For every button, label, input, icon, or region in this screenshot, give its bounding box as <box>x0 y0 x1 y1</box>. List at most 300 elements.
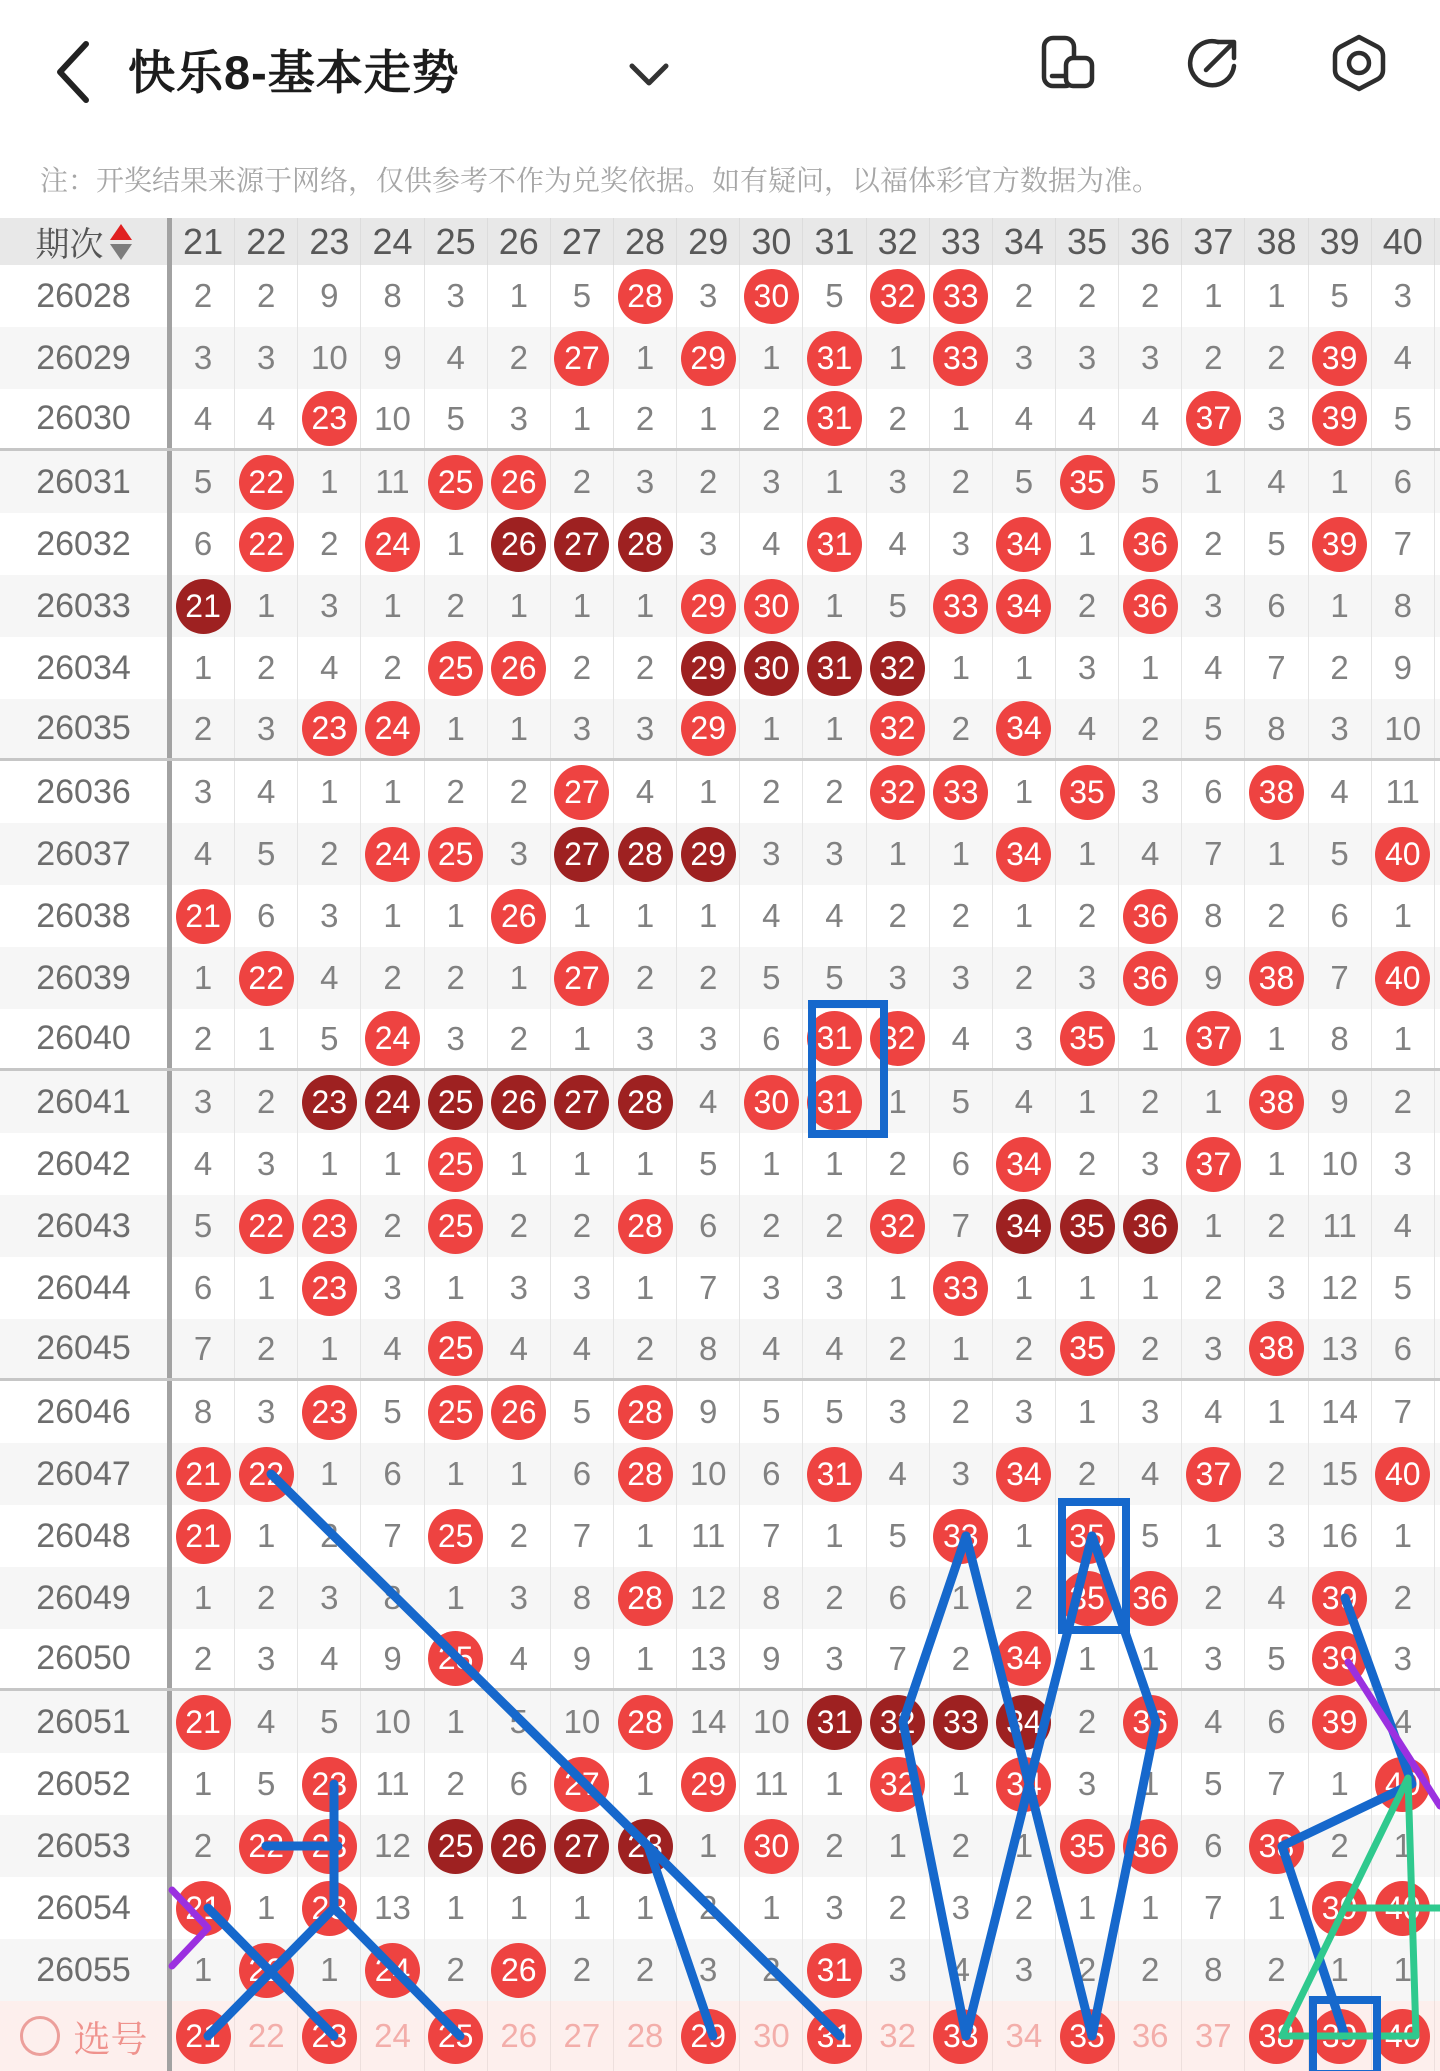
column-header-38[interactable]: 38 <box>1245 218 1308 265</box>
select-number-29[interactable] <box>677 2001 740 2071</box>
cell <box>1372 1071 1435 1133</box>
cell <box>1182 699 1245 758</box>
column-header-32[interactable]: 32 <box>867 218 930 265</box>
cell <box>867 1815 930 1877</box>
cell <box>425 1815 488 1877</box>
number-ball: 33 <box>933 1695 988 1750</box>
miss-count: 3 <box>1077 649 1097 686</box>
miss-count: 2 <box>951 1639 970 1677</box>
miss-count: 7 <box>572 1517 592 1554</box>
column-header-24[interactable]: 24 <box>361 218 424 265</box>
selected-ball[interactable]: 40 <box>1375 2009 1430 2064</box>
number-ball: 21 <box>176 1881 231 1936</box>
cell <box>867 451 930 513</box>
miss-count: 1 <box>699 897 718 934</box>
column-header-23[interactable]: 23 <box>298 218 361 265</box>
select-radio-icon[interactable] <box>20 2016 60 2056</box>
cell <box>1245 1071 1308 1133</box>
cell <box>1309 1815 1372 1877</box>
cell <box>488 575 551 637</box>
miss-count: 4 <box>762 897 781 934</box>
cell <box>993 1505 1056 1567</box>
selected-ball[interactable]: 23 <box>302 2009 357 2064</box>
number-ball: 36 <box>1123 1819 1178 1874</box>
number-ball: 37 <box>1186 1137 1241 1192</box>
number-ball: 22 <box>239 455 294 510</box>
disclaimer-text: 注：开奖结果来源于网络，仅供参考不作为兑奖依据。如有疑问，以福体彩官方数据为准。 <box>40 165 1161 196</box>
column-header-35[interactable]: 35 <box>1056 218 1119 265</box>
miss-count: 3 <box>1014 1019 1034 1057</box>
select-number-31[interactable] <box>803 2001 866 2071</box>
cell <box>1245 1257 1308 1319</box>
miss-count: 1 <box>1393 1517 1412 1554</box>
miss-count: 3 <box>888 1951 907 1988</box>
cell <box>993 885 1056 947</box>
cell <box>361 1753 424 1815</box>
cell <box>1372 1195 1435 1257</box>
miss-count: 1 <box>1141 649 1160 686</box>
cell <box>361 637 424 699</box>
cell <box>1182 389 1245 448</box>
miss-count: 8 <box>1393 587 1412 624</box>
cell <box>172 451 235 513</box>
selected-ball[interactable]: 31 <box>807 2009 862 2064</box>
miss-count: 1 <box>572 399 592 437</box>
number-ball: 34 <box>996 517 1051 572</box>
miss-count: 3 <box>320 897 339 934</box>
page-title[interactable]: 快乐8-基本走势 <box>128 46 460 99</box>
miss-count: 2 <box>888 399 907 437</box>
cell <box>488 1443 551 1505</box>
select-number-36[interactable]: 36 <box>1119 2001 1182 2071</box>
column-header-29[interactable]: 29 <box>677 218 740 265</box>
column-header-26[interactable]: 26 <box>488 218 551 265</box>
number-ball: 28 <box>618 827 673 882</box>
miss-count: 1 <box>509 277 528 314</box>
cell <box>298 1071 361 1133</box>
miss-count: 3 <box>699 277 718 314</box>
miss-count: 9 <box>1330 1083 1349 1120</box>
column-header-36[interactable]: 36 <box>1119 218 1182 265</box>
cell <box>488 1505 551 1567</box>
cell <box>1182 1815 1245 1877</box>
cell <box>993 265 1056 327</box>
miss-count: 4 <box>320 649 339 686</box>
cell <box>425 947 488 1009</box>
back-icon[interactable] <box>52 40 92 104</box>
miss-count: 5 <box>257 1765 276 1802</box>
miss-count: 2 <box>1267 897 1286 934</box>
cell <box>551 1939 614 2001</box>
cell <box>867 1257 930 1319</box>
miss-count: 1 <box>1204 1207 1223 1244</box>
miss-count: 2 <box>1077 897 1097 934</box>
number-ball: 26 <box>491 1075 546 1130</box>
number-ball: 39 <box>1312 331 1367 386</box>
cell <box>235 327 298 389</box>
miss-count: 1 <box>509 1455 528 1492</box>
cell <box>740 637 803 699</box>
cell <box>425 1567 488 1629</box>
column-header-31[interactable]: 31 <box>803 218 866 265</box>
miss-count: 2 <box>888 1329 907 1367</box>
cell <box>614 761 677 823</box>
miss-count: 5 <box>320 1019 339 1057</box>
cell <box>614 265 677 327</box>
select-number-32[interactable]: 32 <box>867 2001 930 2071</box>
cell <box>488 327 551 389</box>
cell <box>677 1629 740 1688</box>
miss-count: 3 <box>1267 1517 1286 1554</box>
chevron-down-icon[interactable] <box>628 62 670 88</box>
select-number-24[interactable]: 24 <box>361 2001 424 2071</box>
cell <box>1182 1505 1245 1567</box>
sort-icon[interactable] <box>110 224 132 260</box>
cell <box>867 1753 930 1815</box>
select-number-37[interactable]: 37 <box>1182 2001 1245 2071</box>
selected-ball[interactable]: 38 <box>1249 2009 1304 2064</box>
miss-count: 3 <box>509 1579 528 1616</box>
cell <box>930 389 993 448</box>
cell <box>1056 947 1119 1009</box>
period-cell: 26049 <box>0 1567 172 1629</box>
number-ball: 40 <box>1375 1881 1430 1936</box>
cell <box>1245 1939 1308 2001</box>
miss-count: 11 <box>1385 773 1420 810</box>
cell <box>867 1319 930 1378</box>
cell <box>361 1257 424 1319</box>
cell <box>930 1319 993 1378</box>
miss-count: 2 <box>509 1207 528 1244</box>
cell <box>677 1133 740 1195</box>
miss-count: 2 <box>825 1579 844 1616</box>
miss-count: 1 <box>635 587 655 624</box>
cell <box>614 1505 677 1567</box>
miss-count: 1 <box>257 1269 276 1306</box>
miss-count: 1 <box>951 649 970 686</box>
miss-count: 1 <box>383 897 402 934</box>
cell <box>425 1505 488 1567</box>
cell <box>993 1319 1056 1378</box>
cell <box>930 1071 993 1133</box>
cell <box>867 1629 930 1688</box>
cell <box>298 1009 361 1068</box>
number-ball: 33 <box>933 331 988 386</box>
miss-count: 2 <box>1330 1827 1349 1864</box>
miss-count: 4 <box>1267 1579 1286 1616</box>
miss-count: 5 <box>951 1083 970 1120</box>
miss-count: 1 <box>1330 587 1349 624</box>
cell <box>867 513 930 575</box>
column-header-33[interactable]: 33 <box>930 218 993 265</box>
selected-ball[interactable]: 35 <box>1060 2009 1115 2064</box>
miss-count: 1 <box>1204 463 1223 500</box>
cell <box>677 1691 740 1753</box>
select-number-35[interactable] <box>1056 2001 1119 2071</box>
miss-count: 1 <box>1267 1393 1286 1430</box>
cell <box>993 451 1056 513</box>
miss-count: 2 <box>572 649 592 686</box>
miss-count: 2 <box>193 709 213 747</box>
select-number-39[interactable] <box>1309 2001 1372 2071</box>
miss-count: 1 <box>1330 1951 1349 1988</box>
cell <box>867 1691 930 1753</box>
miss-count: 3 <box>257 1145 276 1182</box>
column-header-22[interactable]: 22 <box>235 218 298 265</box>
number-ball: 28 <box>618 1075 673 1130</box>
selected-ball[interactable]: 29 <box>681 2009 736 2064</box>
cell <box>614 389 677 448</box>
miss-count: 1 <box>635 1517 655 1554</box>
number-ball: 34 <box>996 1631 1051 1686</box>
settings-nut-icon[interactable] <box>1328 32 1390 94</box>
cell <box>1245 1443 1308 1505</box>
miss-count: 3 <box>635 709 655 747</box>
miss-count: 1 <box>320 463 339 500</box>
floating-window-icon[interactable] <box>1036 32 1098 94</box>
miss-count: 2 <box>699 1889 718 1926</box>
number-ball: 25 <box>428 1509 483 1564</box>
table-row-26050 <box>0 1629 1440 1691</box>
miss-count: 1 <box>193 959 213 996</box>
column-header-37[interactable]: 37 <box>1182 218 1245 265</box>
select-label-cell[interactable] <box>0 2001 172 2071</box>
cell <box>551 1877 614 1939</box>
cell <box>1245 451 1308 513</box>
miss-count: 2 <box>1077 1145 1097 1182</box>
miss-count: 4 <box>1141 1455 1160 1492</box>
column-header-39[interactable]: 39 <box>1309 218 1372 265</box>
cell <box>1372 389 1435 448</box>
cell <box>677 1443 740 1505</box>
cell <box>677 699 740 758</box>
cell <box>930 761 993 823</box>
table-row-26028 <box>0 265 1440 327</box>
cell <box>677 1567 740 1629</box>
cell <box>867 265 930 327</box>
cell <box>551 1381 614 1443</box>
cell <box>361 1195 424 1257</box>
cell <box>1119 265 1182 327</box>
number-ball: 35 <box>1060 765 1115 820</box>
select-number-26[interactable]: 26 <box>488 2001 551 2071</box>
column-header-28[interactable]: 28 <box>614 218 677 265</box>
cell <box>551 885 614 947</box>
cell <box>235 1071 298 1133</box>
cell <box>361 885 424 947</box>
select-number-21[interactable] <box>172 2001 235 2071</box>
cell <box>488 1133 551 1195</box>
cell <box>1056 1877 1119 1939</box>
selected-ball[interactable]: 21 <box>176 2009 231 2064</box>
miss-count: 3 <box>1267 399 1286 437</box>
cell <box>1309 947 1372 1009</box>
miss-count: 12 <box>374 1827 411 1864</box>
cell <box>993 699 1056 758</box>
cell <box>614 1629 677 1688</box>
cell <box>235 1629 298 1688</box>
cell <box>867 885 930 947</box>
miss-count: 3 <box>257 709 276 747</box>
miss-count: 5 <box>762 1393 781 1430</box>
miss-count: 1 <box>635 339 655 376</box>
number-ball: 33 <box>933 1509 988 1564</box>
cell <box>1119 823 1182 885</box>
cell <box>930 575 993 637</box>
cell <box>1119 1691 1182 1753</box>
number-ball: 33 <box>933 1261 988 1316</box>
period-cell: 26035 <box>0 699 172 758</box>
cell <box>803 1629 866 1688</box>
select-number-25[interactable] <box>425 2001 488 2071</box>
miss-count: 3 <box>1141 339 1160 376</box>
number-ball: 30 <box>744 269 799 324</box>
miss-count: 1 <box>1204 1083 1223 1120</box>
miss-count: 4 <box>1141 399 1160 437</box>
miss-count: 3 <box>825 1269 844 1306</box>
select-number-22[interactable]: 22 <box>235 2001 298 2071</box>
cell <box>172 885 235 947</box>
miss-count: 7 <box>762 1517 781 1554</box>
miss-count: 1 <box>509 1145 528 1182</box>
cell <box>488 761 551 823</box>
cell <box>1372 699 1435 758</box>
miss-count: 2 <box>635 1329 655 1367</box>
miss-count: 4 <box>1014 1083 1034 1120</box>
cell <box>1309 1381 1372 1443</box>
number-ball: 36 <box>1123 517 1178 572</box>
column-header-25[interactable]: 25 <box>425 218 488 265</box>
number-ball: 32 <box>870 701 925 756</box>
miss-count: 1 <box>951 399 970 437</box>
cell <box>488 265 551 327</box>
miss-count: 3 <box>509 1269 528 1306</box>
miss-count: 1 <box>825 1765 844 1802</box>
cell <box>298 1505 361 1567</box>
cell <box>235 575 298 637</box>
select-number-33[interactable] <box>930 2001 993 2071</box>
miss-count: 4 <box>509 1329 528 1367</box>
number-ball: 37 <box>1186 391 1241 446</box>
cell <box>803 947 866 1009</box>
miss-count: 9 <box>1204 959 1223 996</box>
number-ball: 31 <box>807 641 862 696</box>
miss-count: 3 <box>572 1269 592 1306</box>
cell <box>803 327 866 389</box>
cell <box>298 1815 361 1877</box>
cell <box>488 1815 551 1877</box>
cell <box>1372 1939 1435 2001</box>
number-ball: 21 <box>176 1695 231 1750</box>
cell <box>1309 823 1372 885</box>
number-ball: 34 <box>996 579 1051 634</box>
select-number-34[interactable]: 34 <box>993 2001 1056 2071</box>
cell <box>1372 513 1435 575</box>
miss-count: 2 <box>446 1765 465 1802</box>
cell <box>993 1133 1056 1195</box>
miss-count: 1 <box>1014 897 1034 934</box>
number-ball: 28 <box>618 1447 673 1502</box>
period-cell: 26054 <box>0 1877 172 1939</box>
cell <box>1119 947 1182 1009</box>
miss-count: 1 <box>1077 1083 1097 1120</box>
number-ball: 38 <box>1249 951 1304 1006</box>
cell <box>1245 327 1308 389</box>
miss-count: 5 <box>572 1393 592 1430</box>
miss-count: 2 <box>825 773 844 810</box>
number-ball: 25 <box>428 827 483 882</box>
column-header-34[interactable]: 34 <box>993 218 1056 265</box>
miss-count: 1 <box>257 587 276 624</box>
select-number-27[interactable]: 27 <box>551 2001 614 2071</box>
cell <box>1182 1009 1245 1068</box>
select-number-38[interactable] <box>1245 2001 1308 2071</box>
cell <box>677 1939 740 2001</box>
select-number-30[interactable]: 30 <box>740 2001 803 2071</box>
share-compass-icon[interactable] <box>1182 32 1244 94</box>
cell <box>993 1195 1056 1257</box>
miss-count: 1 <box>446 1703 465 1740</box>
cell <box>614 1567 677 1629</box>
cell <box>298 1753 361 1815</box>
cell <box>930 637 993 699</box>
miss-count: 3 <box>446 1019 465 1057</box>
selected-ball[interactable]: 25 <box>428 2009 483 2064</box>
cell <box>1182 885 1245 947</box>
cell <box>298 1195 361 1257</box>
cell <box>298 1877 361 1939</box>
select-number-23[interactable] <box>298 2001 361 2071</box>
miss-count: 1 <box>257 1019 276 1057</box>
miss-count: 2 <box>1204 525 1223 562</box>
number-ball: 38 <box>1249 1075 1304 1130</box>
miss-count: 7 <box>699 1269 718 1306</box>
table-row-26052 <box>0 1753 1440 1815</box>
miss-count: 1 <box>762 1889 781 1926</box>
cell <box>172 1257 235 1319</box>
selected-ball[interactable]: 33 <box>933 2009 988 2064</box>
column-header-30[interactable]: 30 <box>740 218 803 265</box>
cell <box>740 327 803 389</box>
cell <box>1372 1629 1435 1688</box>
cell <box>993 1629 1056 1688</box>
select-number-40[interactable] <box>1372 2001 1435 2071</box>
number-ball: 34 <box>996 827 1051 882</box>
cell <box>298 637 361 699</box>
cell <box>993 1753 1056 1815</box>
miss-count: 1 <box>888 1827 907 1864</box>
column-header-40[interactable]: 40 <box>1372 218 1435 265</box>
miss-count: 3 <box>257 1393 276 1430</box>
cell <box>172 575 235 637</box>
number-ball: 25 <box>428 455 483 510</box>
column-header-27[interactable]: 27 <box>551 218 614 265</box>
selected-ball[interactable]: 39 <box>1312 2009 1367 2064</box>
miss-count: 1 <box>888 1269 907 1306</box>
number-ball: 23 <box>302 1075 357 1130</box>
miss-count: 1 <box>446 897 465 934</box>
miss-count: 1 <box>572 587 592 624</box>
miss-count: 5 <box>509 1703 528 1740</box>
miss-count: 2 <box>951 709 970 747</box>
column-header-21[interactable]: 21 <box>172 218 235 265</box>
miss-count: 1 <box>1141 1639 1160 1677</box>
miss-count: 2 <box>446 773 465 810</box>
period-header[interactable] <box>0 218 172 265</box>
cell <box>488 1009 551 1068</box>
cell <box>1056 265 1119 327</box>
select-number-28[interactable]: 28 <box>614 2001 677 2071</box>
